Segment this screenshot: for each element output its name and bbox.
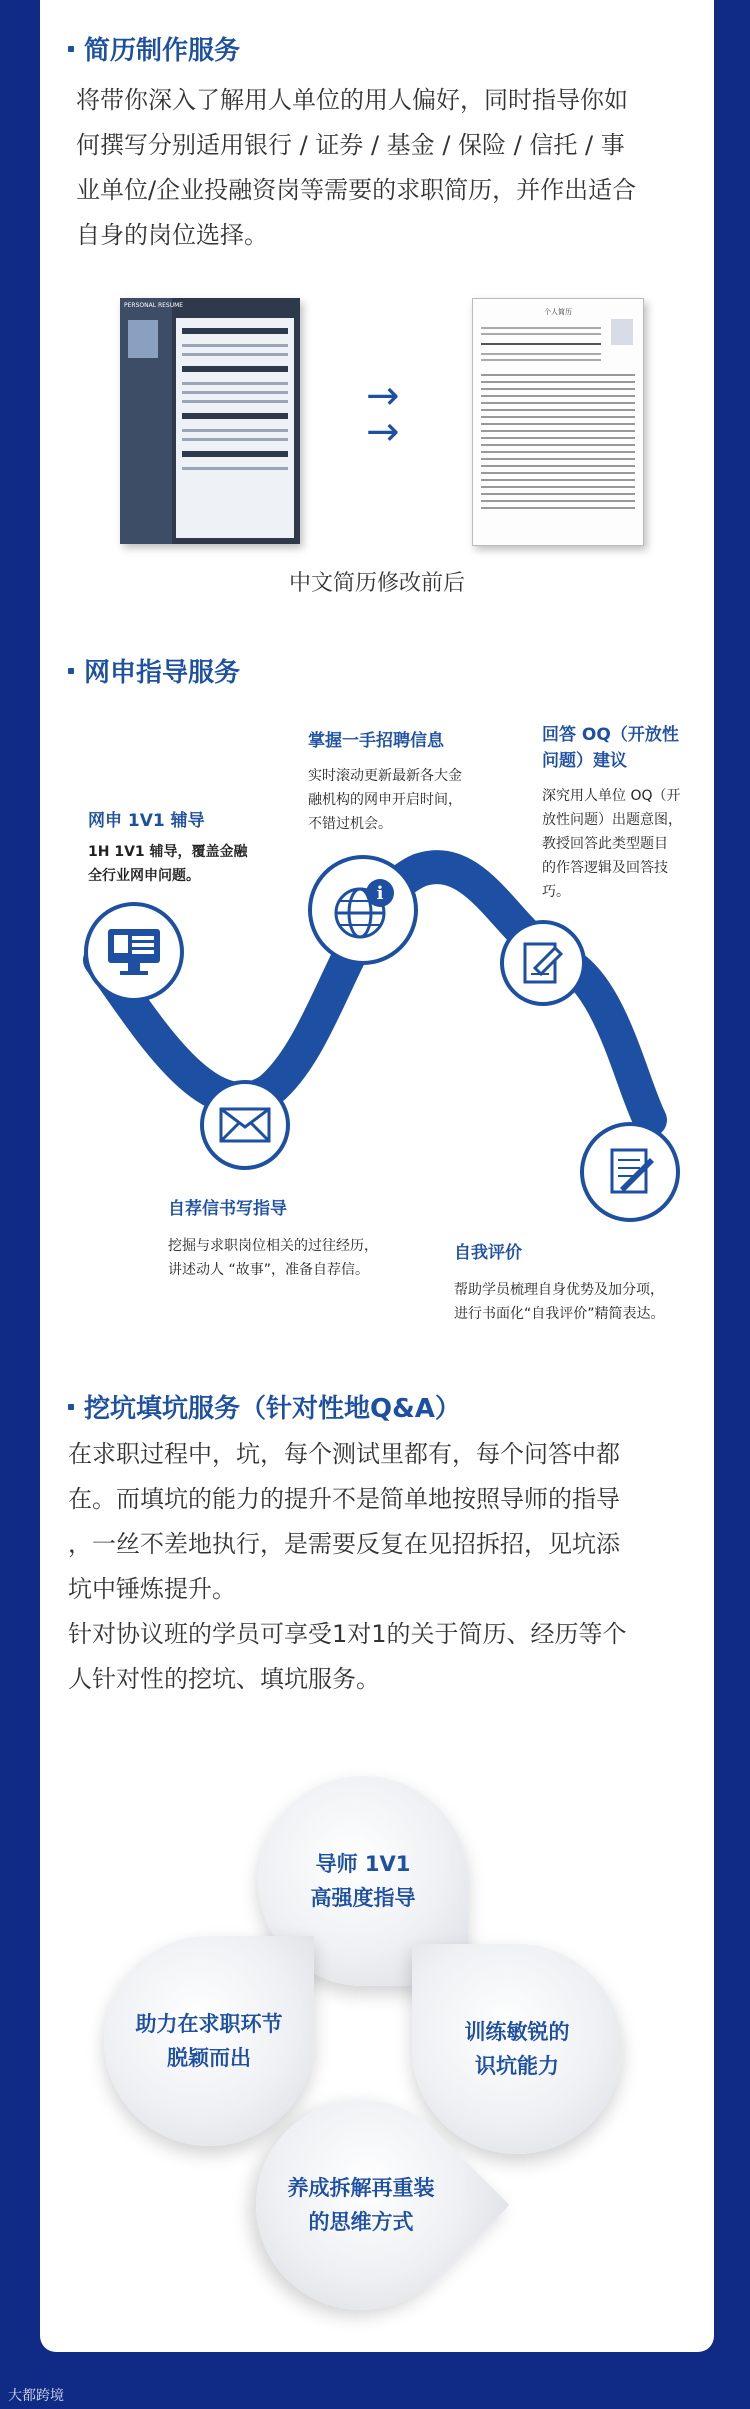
item-title-oq bbox=[542, 722, 679, 774]
pit-line: 在求职过程中，坑，每个测试里都有，每个问答中都 bbox=[68, 1440, 620, 1468]
resume-description bbox=[76, 78, 696, 258]
petal-line: 识坑能力 bbox=[475, 2054, 559, 2078]
desc-line: 的作答逻辑及回答技 bbox=[542, 860, 668, 876]
item-title-self-eval: 自我评价 bbox=[454, 1243, 522, 1263]
computer-node bbox=[84, 902, 184, 1002]
desc-line: 讲述动人 “故事”，准备自荐信。 bbox=[168, 1262, 369, 1278]
petal-top-text bbox=[278, 1847, 448, 1915]
contract-signature-icon bbox=[604, 1146, 656, 1198]
desc-line: 融机构的网申开启时间， bbox=[308, 792, 462, 808]
desc-line: 教授回答此类型题目 bbox=[542, 836, 668, 852]
footer-logo-text: 大都跨境 bbox=[8, 2388, 64, 2404]
resume-line: 自身的岗位选择。 bbox=[76, 221, 268, 249]
petal-left-text bbox=[124, 2007, 294, 2075]
desc-line: 挖掘与求职岗位相关的过往经历， bbox=[168, 1238, 378, 1254]
title-line: 问题）建议 bbox=[542, 751, 627, 771]
item-title-coaching: 网申 1V1 辅导 bbox=[88, 811, 205, 831]
bullet-dot bbox=[68, 46, 74, 52]
pit-title-text: 挖坑填坑服务（针对性地Q&A） bbox=[84, 1394, 461, 1424]
title-line: 回答 OQ（开放性 bbox=[542, 725, 679, 745]
resume-line: 业单位/企业投融资岗等需要的求职简历，并作出适合 bbox=[76, 176, 637, 204]
petal-line: 训练敏锐的 bbox=[464, 2020, 570, 2044]
petal-line: 养成拆解再重装 bbox=[287, 2176, 435, 2200]
globe-info-icon bbox=[328, 875, 398, 945]
desc-line: 实时滚动更新最新各大金 bbox=[308, 768, 462, 784]
resume-line: 何撰写分别适用银行 / 证券 / 基金 / 保险 / 信托 / 事 bbox=[76, 131, 625, 159]
petal-line: 高强度指导 bbox=[310, 1886, 416, 1910]
photo-placeholder bbox=[611, 319, 633, 345]
pit-line: 坑中锤炼提升。 bbox=[68, 1575, 236, 1603]
petal-right-text bbox=[432, 2015, 602, 2083]
edit-document-icon bbox=[521, 940, 565, 986]
petal-line: 脱颖而出 bbox=[167, 2046, 251, 2070]
bullet-dot bbox=[68, 1404, 74, 1410]
desc-line: 全行业网申问题。 bbox=[88, 868, 200, 884]
pit-line: 在。而填坑的能力的提升不是简单地按照导师的指导 bbox=[68, 1485, 620, 1513]
resume-line: 将带你深入了解用人单位的用人偏好，同时指导你如 bbox=[76, 86, 628, 114]
item-title-cover-letter: 自荐信书写指导 bbox=[168, 1199, 287, 1219]
petal-left bbox=[104, 1936, 314, 2146]
arrow-right-icon: → bbox=[366, 373, 400, 419]
pit-line: ，一丝不差地执行，是需要反复在见招拆招，见坑添 bbox=[68, 1530, 620, 1558]
resume-caption: 中文简历修改前后 bbox=[288, 571, 465, 596]
svg-text:i: i bbox=[376, 883, 384, 904]
contract-node bbox=[580, 1122, 680, 1222]
bullet-dot bbox=[68, 668, 74, 674]
desc-line: 不错过机会。 bbox=[308, 816, 392, 832]
item-desc-recruit-info bbox=[308, 764, 462, 836]
pit-line: 人针对性的挖坑、填坑服务。 bbox=[68, 1665, 380, 1693]
petal-line: 的思维方式 bbox=[308, 2210, 414, 2234]
item-title-recruit-info: 掌握一手招聘信息 bbox=[308, 731, 444, 751]
desc-line: 深究用人单位 OQ（开 bbox=[542, 788, 681, 804]
footer-logo bbox=[8, 2385, 64, 2405]
petal-line: 导师 1V1 bbox=[315, 1852, 411, 1876]
resume-before-header: PERSONAL RESUME bbox=[124, 302, 184, 309]
resume-after-header: 个人简历 bbox=[544, 308, 572, 316]
document-node bbox=[500, 920, 586, 1006]
petal-right bbox=[412, 1944, 622, 2154]
online-section-title bbox=[68, 652, 240, 689]
pit-description bbox=[68, 1432, 698, 1702]
photo-placeholder bbox=[128, 320, 158, 358]
desc-line: 进行书面化“自我评价”精简表达。 bbox=[454, 1306, 665, 1322]
item-desc-coaching bbox=[88, 840, 248, 888]
petal-line: 助力在求职环节 bbox=[135, 2012, 283, 2036]
online-title-text: 网申指导服务 bbox=[84, 658, 241, 688]
envelope-node bbox=[200, 1080, 290, 1170]
computer-icon bbox=[106, 927, 162, 977]
resume-before-image bbox=[120, 298, 300, 544]
petal-bottom-text bbox=[276, 2171, 446, 2239]
desc-line: 放性问题）出题意图， bbox=[542, 812, 682, 828]
item-desc-oq bbox=[542, 784, 682, 904]
arrow-right-icon: → bbox=[366, 409, 400, 455]
item-desc-cover-letter bbox=[168, 1234, 378, 1282]
desc-line: 巧。 bbox=[542, 884, 570, 900]
item-desc-self-eval bbox=[454, 1278, 665, 1326]
globe-node bbox=[308, 855, 418, 965]
resume-section-title bbox=[68, 30, 240, 67]
content-card bbox=[40, 0, 714, 2352]
resume-after-image bbox=[472, 298, 644, 546]
pit-section-title bbox=[68, 1388, 461, 1425]
desc-line: 1H 1V1 辅导，覆盖金融 bbox=[88, 844, 248, 860]
resume-title-text: 简历制作服务 bbox=[84, 36, 241, 66]
envelope-icon bbox=[219, 1107, 271, 1143]
pit-line: 针对协议班的学员可享受1对1的关于简历、经历等个 bbox=[68, 1620, 627, 1648]
desc-line: 帮助学员梳理自身优势及加分项， bbox=[454, 1282, 664, 1298]
